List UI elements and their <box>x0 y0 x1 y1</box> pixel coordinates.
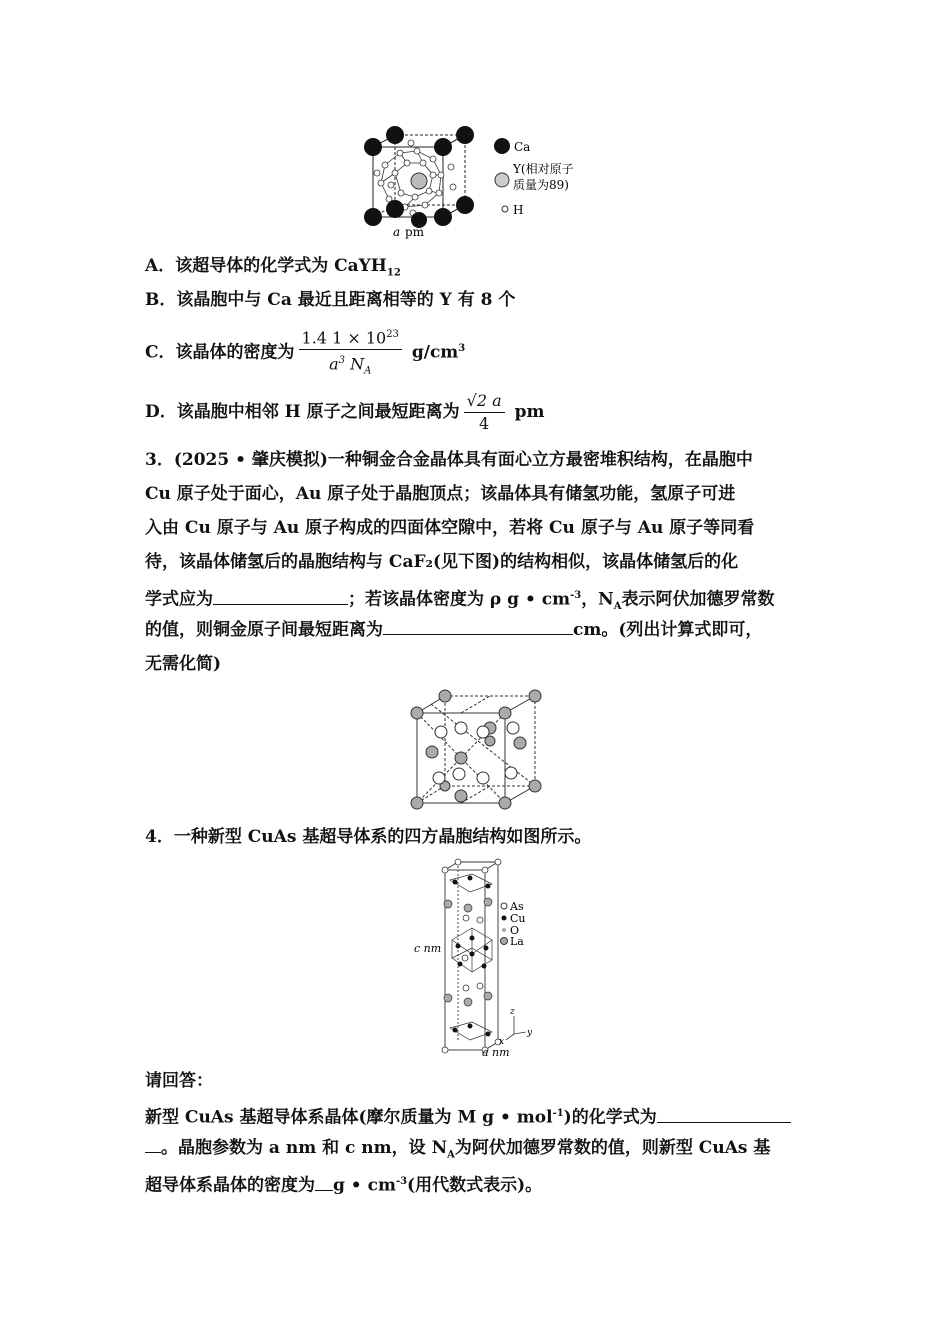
q3-line-7: 无需化简) <box>145 654 222 674</box>
svg-text:c nm: c nm <box>414 942 442 955</box>
option-a: A．该超导体的化学式为 CaYH$_{12}$ <box>145 256 401 279</box>
q4-line-1: 新型 CuAs 基超导体系晶体(摩尔质量为 M g • mol$^{-1}$)的化学式为 <box>145 1097 791 1135</box>
q3-line-1: 3．(2025 • 肇庆模拟)一种铜金合金晶体具有面心立方最密堆积结构，在晶胞中 <box>145 450 753 470</box>
formula-blank[interactable] <box>213 588 348 605</box>
q3-line-2: Cu 原子处于面心，Au 原子处于晶胞顶点；该晶体具有储氢功能，氢原子可进 <box>145 484 736 504</box>
q4-line-2: 。晶胞参数为 a nm 和 c nm，设 $N_A$为阿伏加德罗常数的值，则新型 CuAs 基 <box>145 1131 770 1172</box>
svg-text:y: y <box>527 1028 533 1038</box>
svg-text:Y(相对原子: Y(相对原子 <box>513 162 574 176</box>
distance-blank[interactable] <box>383 618 573 635</box>
q4-prompt: 请回答： <box>145 1071 213 1091</box>
formula-blank-1[interactable] <box>657 1106 791 1123</box>
svg-text:z: z <box>510 1007 515 1017</box>
svg-text:As: As <box>510 900 524 913</box>
option-c: C．该晶体的密度为 $\frac{1.4 1 \times 10^{23}}{a^3 N_A}$ $g/cm^3$ <box>145 320 465 383</box>
density-blank[interactable] <box>315 1174 333 1191</box>
q4-line-3: 超导体系晶体的密度为 g • $cm^{-3}$(用代数式表示)。 <box>145 1175 543 1196</box>
option-b: B．该晶胞中与 Ca 最近且距离相等的 Y 有 8 个 <box>145 290 516 310</box>
svg-text:pm: pm <box>405 225 425 239</box>
svg-text:Ca: Ca <box>514 140 531 154</box>
cuas-cell-figure <box>410 858 545 1058</box>
svg-text:Cu: Cu <box>510 912 526 925</box>
distance-fraction: $\frac{√2 a}{4}$ <box>464 390 505 435</box>
svg-text:La: La <box>510 935 524 948</box>
svg-text:a: a <box>393 225 401 239</box>
caf2-cell-figure <box>405 688 550 813</box>
svg-text:质量为89): 质量为89) <box>513 178 569 192</box>
option-d: D．该晶胞中相邻 H 原子之间最短距离为 $\frac{√2 a}{4}$ pm <box>145 391 545 433</box>
q3-line-6: 的值，则铜金原子间最短距离为 cm。(列出计算式即可， <box>145 620 763 640</box>
q3-line-4: 待，该晶体储氢后的晶胞结构与 CaF₂(见下图)的结构相似，该晶体储氢后的化 <box>145 552 739 572</box>
formula-blank-2[interactable] <box>145 1136 161 1153</box>
cayh12-cell-figure <box>355 125 600 240</box>
q4-title: 4．一种新型 CuAs 基超导体系的四方晶胞结构如图所示。 <box>145 827 592 847</box>
svg-text:O: O <box>510 924 520 937</box>
q3-line-5: 学式应为 ；若该晶体密度为 ρ g • $cm^{-3}$，$N_A$表示阿伏加德罗常数 <box>145 589 775 613</box>
svg-text:a nm: a nm <box>482 1046 510 1058</box>
svg-text:H: H <box>513 203 524 217</box>
density-fraction: $\frac{1.4 1 \times 10^{23}}{a^3 N_A}$ <box>299 324 402 383</box>
svg-text:x: x <box>499 1037 505 1047</box>
q3-line-3: 入由 Cu 原子与 Au 原子构成的四面体空隙中，若将 Cu 原子与 Au 原子等同看 <box>145 518 755 538</box>
